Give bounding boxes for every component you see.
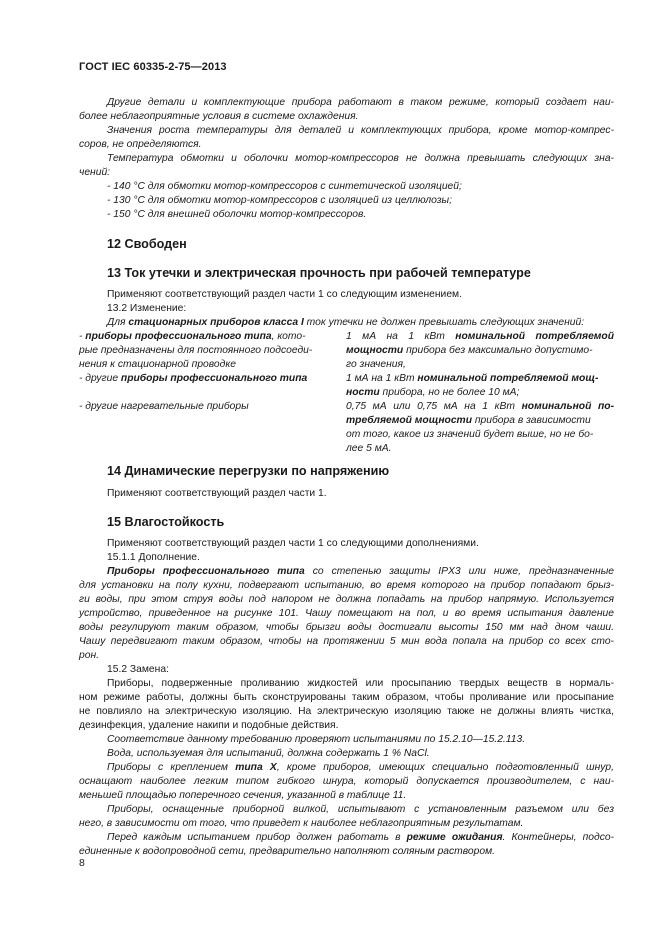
list-item: - 130 °С для обмотки мотор-компрессоров с изоляцией из целлюлозы;: [107, 195, 452, 206]
section-heading-13: 13 Ток утечки и электрическая прочность при рабочей температуре: [107, 266, 531, 280]
row-1-label: - приборы профессионального типа, кото-: [79, 331, 306, 342]
row-2-value: 1 мА на 1 кВт номинальной потребляемой мощ-: [346, 373, 599, 384]
text-line: ном режиме работы, должны быть сконструированы таким образом, чтобы проливание или просыпание: [79, 692, 614, 703]
text-line: единенные к водопроводной сети, предварительно наполняют соляным раствором.: [79, 846, 495, 857]
text-line: Приборы профессионального типа со степенью защиты IPX3 или ниже, предназначенные: [107, 566, 614, 577]
row-3-label: - другие нагревательные приборы: [79, 401, 249, 412]
text-line: Вода, используемая для испытаний, должна содержать 1 % NaCl.: [107, 748, 430, 759]
text-line: соров, не определяются.: [79, 139, 202, 150]
page-number: 8: [79, 857, 85, 869]
row-1-label: нения к стационарной проводке: [79, 359, 236, 370]
text-line: Приборы с креплением типа X, кроме приборов, имеющих специально подготовленный шнур,: [107, 762, 614, 773]
text-line: 15.1.1 Дополнение.: [107, 552, 200, 563]
list-item: - 150 °С для внешней оболочки мотор-компрессоров.: [107, 209, 367, 220]
text-line: для установки на полу кухни, подвергают испытанию, во время которого на прибор попадают брыз-: [79, 580, 614, 591]
text-line: оснащают наиболее легким типом гибкого шнура, который допускается производителем, с наи-: [79, 776, 614, 787]
text-line: ги воды, при этом струя воды под напором не должна попадать на прибор напрямую. Используется: [79, 594, 614, 605]
section-heading-14: 14 Динамические перегрузки по напряжению: [107, 464, 390, 478]
text-line: Для стационарных приборов класса I ток утечки не должен превышать следующих значений:: [107, 317, 585, 328]
section-heading-15: 15 Влагостойкость: [107, 515, 225, 529]
list-item: - 140 °С для обмотки мотор-компрессоров с синтетической изоляцией;: [107, 181, 462, 192]
text-line: меньшей площадью поперечного сечения, указанной в таблице 11.: [79, 790, 407, 801]
document-header: ГОСТ IEC 60335-2-75—2013: [79, 61, 227, 73]
row-3-value: лее 5 мА.: [346, 443, 392, 454]
row-3-value: требляемой мощности прибора в зависимости: [346, 415, 591, 426]
section-heading-12: 12 Свободен: [107, 237, 187, 251]
row-2-value: ности прибора, но не более 10 мА;: [346, 387, 520, 398]
text-line: Приборы, подверженные проливанию жидкостей или просыпанию твердых веществ в нормаль-: [107, 678, 614, 689]
text-line: Значения роста температуры для деталей и комплектующих прибора, кроме мотор-компрес-: [107, 125, 614, 136]
text-line: Приборы, оснащенные приборной вилкой, испытывают с установленным разъемом или без: [107, 804, 614, 815]
text-line: не повлияло на электрическую изоляцию. На электрическую изоляцию также не должны влиять чистка,: [79, 706, 614, 717]
text-line: него, в зависимости от того, что приведет к наиболее неблагоприятным результатам.: [79, 818, 524, 829]
text-line: 15.2 Замена:: [107, 664, 169, 675]
row-1-value: мощности прибора без максимально допустимо-: [346, 345, 593, 356]
text-line: Применяют соответствующий раздел части 1 со следующим изменением.: [107, 289, 462, 300]
text-line: более неблагоприятные условия в системе охлаждения.: [79, 111, 359, 122]
row-3-value: от того, какое из значений будет выше, но не бо-: [346, 429, 594, 440]
text-line: дезинфекция, удаление накипи и подобные действия.: [79, 720, 339, 731]
text-line: Температура обмотки и оболочки мотор-компрессоров не должна превышать следующих зна-: [107, 153, 614, 164]
text-line: Чашу передвигают таким образом, чтобы на протяжении 5 мин вода попала на прибор со всех сто-: [79, 636, 614, 647]
row-1-value: 1 мА на 1 кВт номинальной потребляемой: [346, 331, 614, 342]
text-line: Соответствие данному требованию проверяют испытаниями по 15.2.10—15.2.113.: [107, 734, 526, 745]
text-line: чений:: [79, 167, 111, 178]
text-line: Другие детали и комплектующие прибора работают в таком режиме, который создает наи-: [107, 97, 614, 108]
row-1-label: рые предназначены для постоянного подсоеди-: [79, 345, 313, 356]
text-line: воды регулируют таким образом, чтобы брызги воды достигали высоты 150 мм над дном чаши.: [79, 622, 614, 633]
text-line: устройство, приведенное на рисунке 101. Чашу помещают на пол, и во время испытания давление: [79, 608, 614, 619]
text-line: Перед каждым испытанием прибор должен работать в режиме ожидания. Контейнеры, подсо-: [107, 832, 615, 843]
text-line: Применяют соответствующий раздел части 1.: [107, 488, 327, 499]
text-line: Применяют соответствующий раздел части 1 со следующими дополнениями.: [107, 538, 479, 549]
text-line: 13.2 Изменение:: [107, 303, 187, 314]
row-3-value: 0,75 мА или 0,75 мА на 1 кВт номинальной по-: [346, 401, 614, 412]
row-2-label: - другие приборы профессионального типа: [79, 373, 308, 384]
text-line: рон.: [79, 650, 99, 661]
row-1-value: го значения,: [346, 359, 406, 370]
